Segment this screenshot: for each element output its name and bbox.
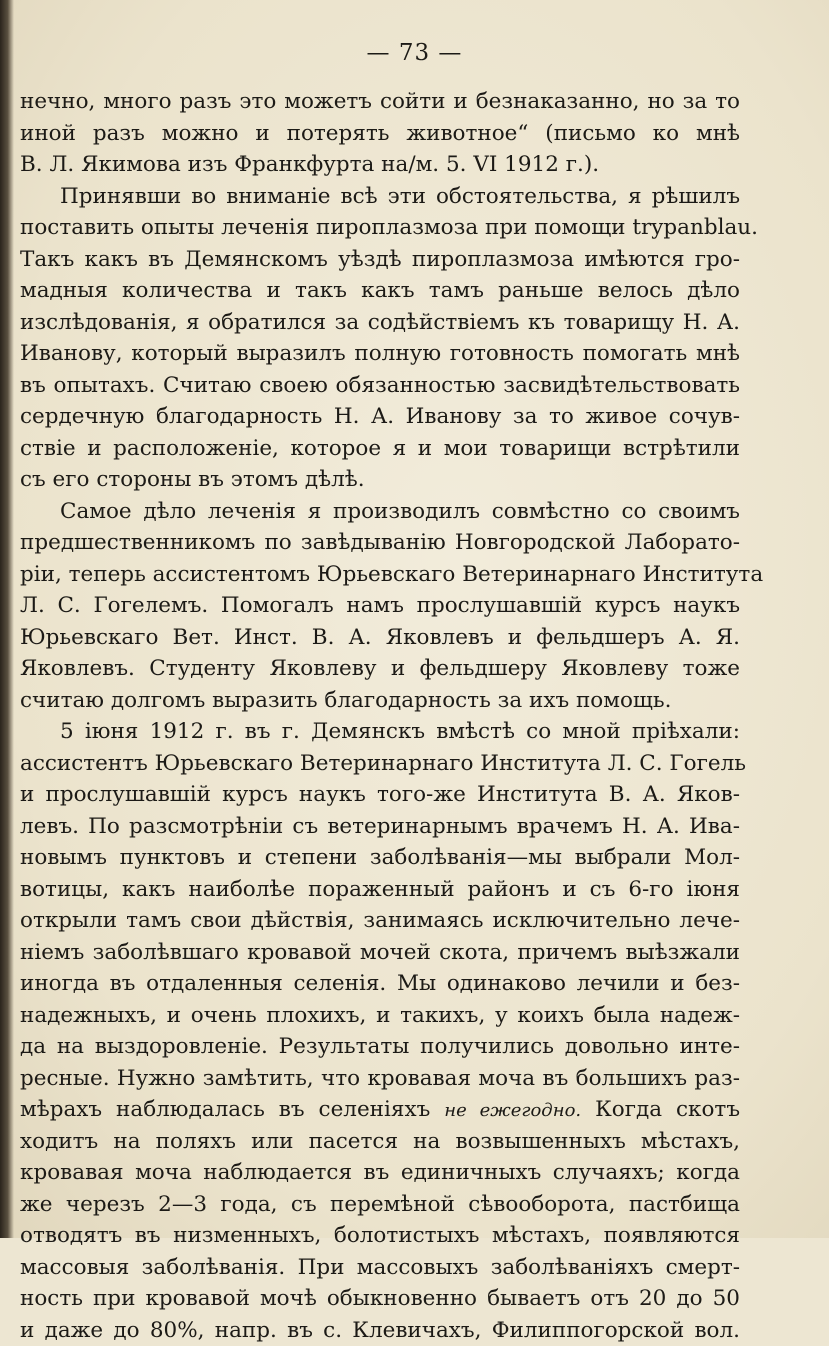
- line-text: Л. С. Гогелемъ. Помогалъ намъ прослушавшій курсъ наукъ: [20, 593, 740, 618]
- text-line: [20, 338, 740, 370]
- line-text: нечно, много разъ это можетъ сойти и безнаказанно, но за то: [20, 89, 740, 114]
- line-text: Яковлевъ. Студенту Яковлеву и фельдшеру Яковлеву тоже: [20, 656, 740, 681]
- line-text: ніемъ заболѣвшаго кровавой мочей скота, причемъ выѣзжали: [20, 940, 740, 965]
- line-text: сердечную благодарность Н. А. Иванову за то живое сочув-: [20, 404, 740, 429]
- italic-emphasis: не ежегодно.: [444, 1100, 581, 1121]
- body-text: [20, 86, 740, 1346]
- text-line: [20, 1000, 740, 1032]
- line-text: въ опытахъ. Считаю своею обязанностью засвидѣтельствовать: [20, 373, 740, 398]
- line-text: В. Л. Якимова изъ Франкфурта на/м. 5. VI 1912 г.).: [20, 152, 599, 177]
- line-text: кровавая моча наблюдается въ единичныхъ случаяхъ; когда: [20, 1160, 740, 1185]
- text-line: [20, 1094, 740, 1126]
- line-text: ность при кровавой мочѣ обыкновенно бываетъ отъ 20 до 50: [20, 1286, 740, 1311]
- text-line: [20, 118, 740, 150]
- text-line: [20, 1283, 740, 1315]
- line-text: надежныхъ, и очень плохихъ, и такихъ, у коихъ была надеж-: [20, 1003, 740, 1028]
- line-text: Принявши во вниманіе всѣ эти обстоятельства, я рѣшилъ: [60, 184, 740, 209]
- line-text: мѣрахъ наблюдалась въ селеніяхъ: [20, 1097, 430, 1122]
- text-line: [20, 559, 740, 591]
- line-text: ріи, теперь ассистентомъ Юрьевскаго Ветеринарнаго Института: [20, 562, 763, 587]
- line-text: иной разъ можно и потерять животное“ (письмо ко мнѣ: [20, 121, 740, 146]
- text-line: [20, 653, 740, 685]
- line-text: съ его стороны въ этомъ дѣлѣ.: [20, 467, 365, 492]
- text-line: [20, 1063, 740, 1095]
- text-line: [20, 1157, 740, 1189]
- binding-edge: [0, 0, 14, 1238]
- line-text-after: Когда скотъ: [595, 1097, 740, 1122]
- line-text: Юрьевскаго Вет. Инст. В. А. Яковлевъ и фельдшеръ А. Я.: [20, 625, 740, 650]
- text-line: [20, 1189, 740, 1221]
- text-line: [20, 937, 740, 969]
- line-text: да на выздоровленіе. Результаты получились довольно инте-: [20, 1034, 740, 1059]
- text-line: [20, 1220, 740, 1252]
- text-line: [20, 590, 740, 622]
- line-text: поставить опыты леченія пироплазмоза при помощи trypanblau.: [20, 215, 758, 240]
- text-line: [20, 842, 740, 874]
- text-line: [20, 1315, 740, 1346]
- text-line: [20, 685, 740, 717]
- text-line: [20, 181, 740, 213]
- line-text: мадныя количества и такъ какъ тамъ раньше велось дѣло: [20, 278, 740, 303]
- line-text: новымъ пунктовъ и степени заболѣванія—мы выбрали Мол-: [20, 845, 740, 870]
- line-text: ресные. Нужно замѣтить, что кровавая моча въ большихъ раз-: [20, 1066, 740, 1091]
- text-line: [20, 86, 740, 118]
- line-text: отводятъ въ низменныхъ, болотистыхъ мѣстахъ, появляются: [20, 1223, 740, 1248]
- text-line: [20, 905, 740, 937]
- text-line: [20, 716, 740, 748]
- line-text: ассистентъ Юрьевскаго Ветеринарнаго Института Л. С. Гогель: [20, 751, 746, 776]
- text-line: [20, 433, 740, 465]
- text-line: [20, 370, 740, 402]
- line-text: предшественникомъ по завѣдыванію Новгородской Лаборато-: [20, 530, 740, 555]
- line-text: левъ. По разсмотрѣніи съ ветеринарнымъ врачемъ Н. А. Ива-: [20, 814, 740, 839]
- line-text: Такъ какъ въ Демянскомъ уѣздѣ пироплазмоза имѣются гро-: [20, 247, 740, 272]
- line-text: Иванову, который выразилъ полную готовность помогать мнѣ: [20, 341, 740, 366]
- text-line: [20, 149, 740, 181]
- line-text: вотицы, какъ наиболѣе пораженный районъ и съ 6-го іюня: [20, 877, 740, 902]
- text-line: [20, 401, 740, 433]
- text-line: [20, 779, 740, 811]
- text-line: [20, 244, 740, 276]
- line-text: открыли тамъ свои дѣйствія, занимаясь исключительно лече-: [20, 908, 740, 933]
- text-line: [20, 1252, 740, 1284]
- line-text: ходитъ на поляхъ или пасется на возвышенныхъ мѣстахъ,: [20, 1129, 740, 1154]
- line-text: же черезъ 2—3 года, съ перемѣной сѣвооборота, пастбища: [20, 1192, 740, 1217]
- text-line: [20, 275, 740, 307]
- page-number: — 73 —: [0, 40, 829, 66]
- text-line: [20, 212, 740, 244]
- text-line: [20, 811, 740, 843]
- text-line: [20, 1031, 740, 1063]
- line-text: и даже до 80%, напр. въ с. Клевичахъ, Филиппогорской вол.: [20, 1318, 740, 1343]
- line-text: и прослушавшій курсъ наукъ того-же Института В. А. Яков-: [20, 782, 740, 807]
- line-text: иногда въ отдаленныя селенія. Мы одинаково лечили и без-: [20, 971, 740, 996]
- line-text: ствіе и расположеніе, которое я и мои товарищи встрѣтили: [20, 436, 740, 461]
- text-line: [20, 874, 740, 906]
- text-line: [20, 748, 740, 780]
- text-line: [20, 464, 740, 496]
- line-text: считаю долгомъ выразить благодарность за ихъ помощь.: [20, 688, 671, 713]
- line-text: изслѣдованія, я обратился за содѣйствіемъ къ товарищу Н. А.: [20, 310, 740, 335]
- text-line: [20, 496, 740, 528]
- text-line: [20, 527, 740, 559]
- line-text: 5 іюня 1912 г. въ г. Демянскъ вмѣстѣ со мной пріѣхали:: [60, 719, 740, 744]
- text-line: [20, 968, 740, 1000]
- text-line: [20, 622, 740, 654]
- text-line: [20, 307, 740, 339]
- text-line: [20, 1126, 740, 1158]
- line-text: массовыя заболѣванія. При массовыхъ заболѣваніяхъ смерт-: [20, 1255, 740, 1280]
- line-text: Самое дѣло леченія я производилъ совмѣстно со своимъ: [60, 499, 740, 524]
